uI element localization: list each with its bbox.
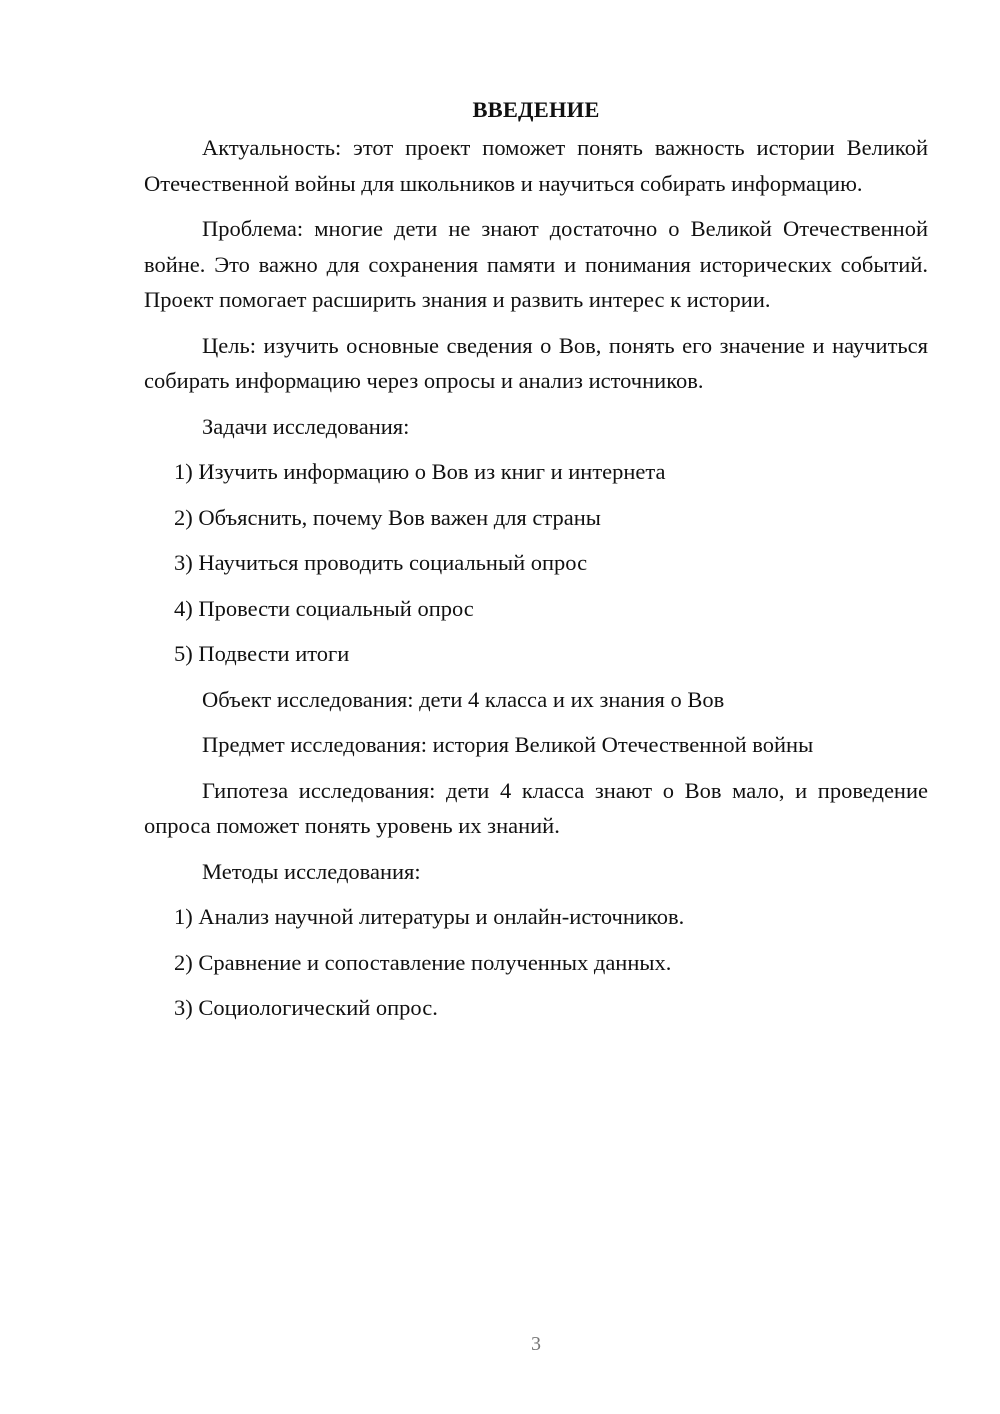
page-number: 3 — [531, 1333, 541, 1355]
section-title: ВВЕДЕНИЕ — [472, 97, 600, 122]
tasks-heading: Задачи исследования: — [202, 413, 410, 439]
task-item: 1) Изучить информацию о Вов из книг и интернета — [174, 459, 666, 484]
task-item: 4) Провести социальный опрос — [174, 595, 474, 621]
method-item: 3) Социологический опрос. — [174, 995, 438, 1020]
object-paragraph: Объект исследования: дети 4 класса и их знания о Вов — [202, 686, 725, 712]
hypothesis-paragraph: Гипотеза исследования: дети 4 класса знают о Вов мало, и проведение опроса поможет понять уровень их знаний. — [144, 777, 928, 838]
methods-list — [144, 899, 928, 1026]
page-content — [144, 92, 928, 1036]
methods-heading: Методы исследования: — [202, 858, 421, 884]
problem-paragraph: Проблема: многие дети не знают достаточно о Великой Отечественной войне. Это важно для сохранения памяти и понимания исторических событий. Проект помогает расширить знания и развить интерес к истории. — [144, 216, 928, 312]
task-item: 5) Подвести итоги — [174, 641, 350, 666]
goal-paragraph: Цель: изучить основные сведения о Вов, понять его значение и научиться собирать информацию через опросы и анализ источников. — [144, 332, 928, 393]
method-item: 1) Анализ научной литературы и онлайн-источников. — [174, 904, 685, 929]
subject-paragraph: Предмет исследования: история Великой Отечественной войны — [202, 732, 814, 757]
task-item: 3) Научиться проводить социальный опрос — [174, 550, 588, 575]
method-item: 2) Сравнение и сопоставление полученных данных. — [174, 949, 672, 975]
relevance-paragraph: Актуальность: этот проект поможет понять важность истории Великой Отечественной войны для школьников и научиться собирать информацию. — [144, 135, 928, 196]
tasks-list — [144, 454, 928, 672]
task-item: 2) Объяснить, почему Вов важен для страны — [174, 504, 601, 530]
